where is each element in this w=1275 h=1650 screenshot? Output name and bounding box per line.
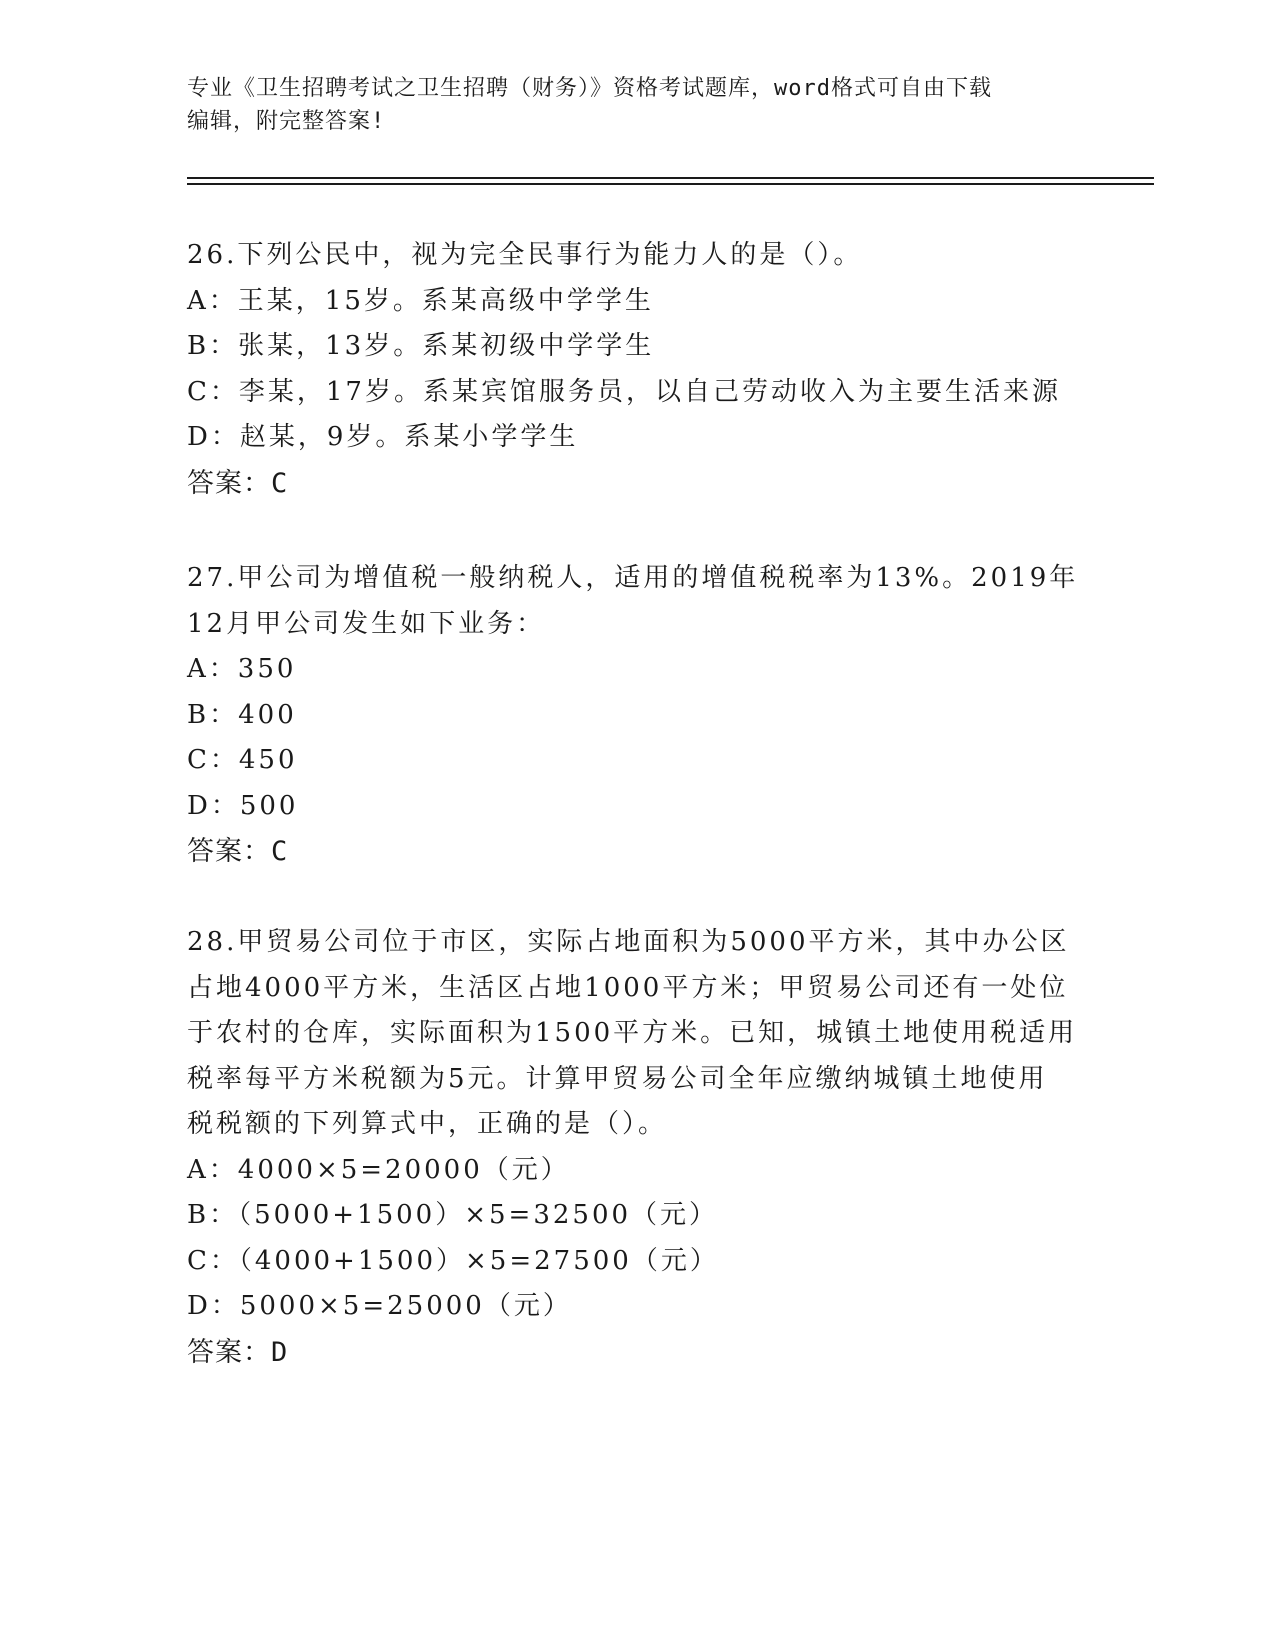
question-27 xyxy=(187,556,1087,875)
option-c: C：李某，17岁。系某宾馆服务员，以自己劳动收入为主要生活来源 xyxy=(187,376,1061,407)
header-line-1: 专业《卫生招聘考试之卫生招聘（财务）》资格考试题库，word格式可自由下载 xyxy=(187,76,992,101)
header-divider-bottom xyxy=(187,183,1154,185)
header-line-2: 编辑，附完整答案! xyxy=(187,109,386,134)
option-c: C：（4000+1500）×5=27500（元） xyxy=(187,1245,719,1276)
option-list xyxy=(187,1148,1087,1330)
option-d: D：500 xyxy=(187,790,299,821)
option-c: C：450 xyxy=(187,745,298,775)
answer: 答案：C xyxy=(187,467,289,499)
option-a: A：350 xyxy=(187,654,297,684)
question-stem-line-3: 于农村的仓库，实际面积为1500平方米。已知，城镇土地使用税适用 xyxy=(187,1018,1078,1048)
question-stem-line-2: 占地4000平方米，生活区占地1000平方米；甲贸易公司还有一处位 xyxy=(187,972,1069,1003)
header-divider-top xyxy=(187,177,1154,179)
question-stem-line-4: 税率每平方米税额为5元。计算甲贸易公司全年应缴纳城镇土地使用 xyxy=(187,1063,1048,1094)
question-26 xyxy=(187,233,1087,506)
question-stem-line-2: 12月甲公司发生如下业务： xyxy=(187,608,546,639)
option-b: B：（5000+1500）×5=32500（元） xyxy=(187,1200,719,1230)
question-28 xyxy=(187,920,1087,1375)
option-d: D：5000×5=25000（元） xyxy=(187,1291,572,1321)
document-header xyxy=(187,72,1087,138)
answer: 答案：D xyxy=(187,1336,289,1368)
option-b: B：张某，13岁。系某初级中学学生 xyxy=(187,331,655,361)
answer: 答案：C xyxy=(187,836,289,867)
option-b: B：400 xyxy=(187,699,297,730)
question-stem: 26.下列公民中，视为完全民事行为能力人的是（）。 xyxy=(187,240,863,270)
option-a: A：王某，15岁。系某高级中学学生 xyxy=(187,285,654,316)
option-list xyxy=(187,647,1087,829)
option-d: D：赵某，9岁。系某小学学生 xyxy=(187,422,579,452)
option-a: A：4000×5=20000（元） xyxy=(187,1154,570,1185)
question-stem-line-1: 27.甲公司为增值税一般纳税人，适用的增值税税率为13%。2019年 xyxy=(187,563,1079,593)
question-stem-line-5: 税税额的下列算式中，正确的是（）。 xyxy=(187,1109,668,1139)
option-list xyxy=(187,279,1087,461)
question-stem-line-1: 28.甲贸易公司位于市区，实际占地面积为5000平方米，其中办公区 xyxy=(187,927,1070,957)
